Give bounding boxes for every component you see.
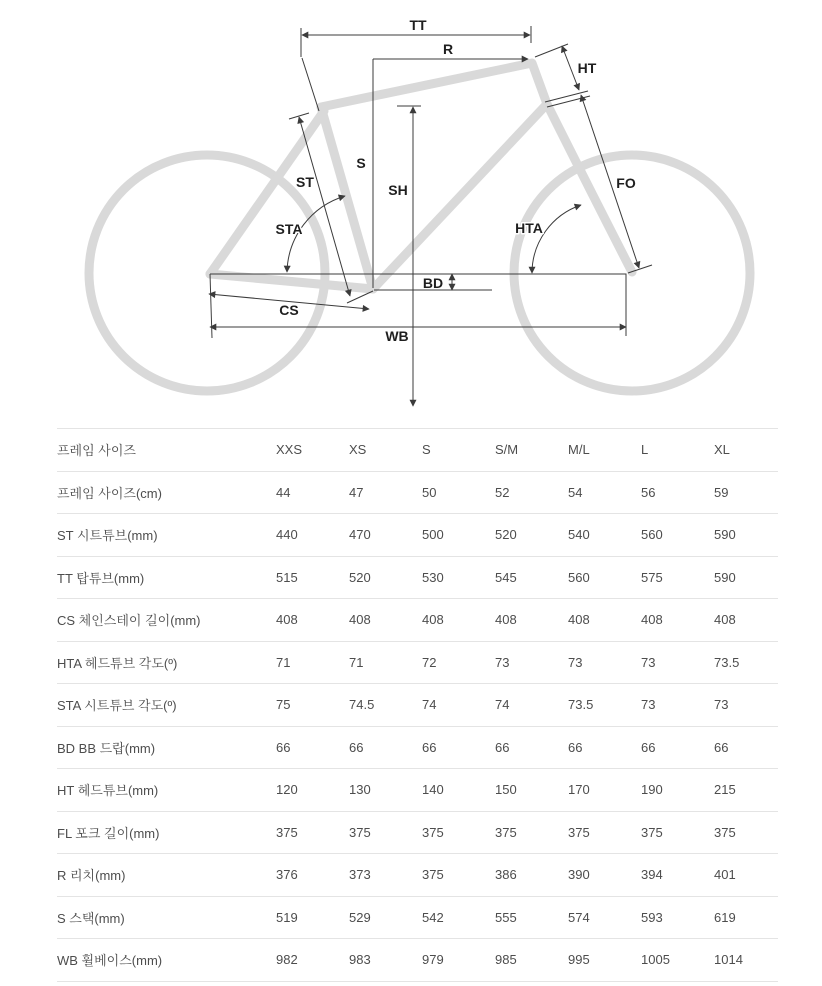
value-cell: 520 [495,527,517,543]
value-cell: 73 [641,654,656,670]
value-cell: 120 [276,782,298,798]
value-cell: 985 [495,952,517,968]
label-st: ST [296,174,314,190]
value-cell: 66 [641,739,656,755]
label-tt: TT [409,17,427,33]
table-row [57,642,778,685]
label-s: S [356,155,366,171]
value-cell: 408 [422,612,444,628]
value-cell: 190 [641,782,663,798]
value-cell: 375 [276,824,298,840]
value-cell: 1014 [714,952,743,968]
bike-silhouette [89,63,750,391]
size-column-header: L [641,442,649,458]
value-cell: 73 [568,654,583,670]
size-column-header: XXS [276,442,303,458]
size-column-header: S/M [495,442,519,458]
table-row [57,769,778,812]
value-cell: 66 [495,739,510,755]
table-row [57,684,778,727]
value-cell: 590 [714,527,736,543]
value-cell: 540 [568,527,590,543]
label-hta: HTA [515,220,543,236]
value-cell: 515 [276,569,298,585]
value-cell: 470 [349,527,371,543]
row-label: HTA 헤드튜브 각도(º) [57,655,178,671]
value-cell: 74 [495,697,510,713]
table-row [57,557,778,600]
value-cell: 130 [349,782,371,798]
value-cell: 408 [714,612,736,628]
value-cell: 73 [641,697,656,713]
row-label: R 리치(mm) [57,868,126,884]
geometry-table [57,428,778,982]
table-row [57,599,778,642]
size-column-header: M/L [568,442,590,458]
value-cell: 376 [276,867,298,883]
label-r: R [442,41,454,57]
value-cell: 44 [276,484,291,500]
value-cell: 386 [495,867,517,883]
value-cell: 73.5 [714,654,740,670]
value-cell: 73 [714,697,729,713]
value-cell: 66 [568,739,583,755]
value-cell: 982 [276,952,298,968]
value-cell: 390 [568,867,590,883]
value-cell: 619 [714,909,736,925]
table-row [57,854,778,897]
value-cell: 555 [495,909,517,925]
dim-reach [373,41,528,59]
label-ht: HT [577,60,597,76]
value-cell: 408 [349,612,371,628]
label-fo: FO [616,175,636,191]
value-cell: 75 [276,697,291,713]
value-cell: 408 [641,612,663,628]
table-row [57,472,778,515]
seatstay [210,111,324,274]
value-cell: 520 [349,569,371,585]
value-cell: 74.5 [349,697,375,713]
label-sta: STA [275,221,303,237]
value-cell: 66 [714,739,729,755]
value-cell: 72 [422,654,437,670]
value-cell: 995 [568,952,590,968]
value-cell: 500 [422,527,444,543]
table-row [57,897,778,940]
row-label: TT 탑튜브(mm) [57,570,145,586]
value-cell: 408 [276,612,298,628]
value-cell: 375 [495,824,517,840]
value-cell: 440 [276,527,298,543]
table-row [57,514,778,557]
row-label: ST 시트튜브(mm) [57,528,158,544]
row-label: CS 체인스테이 길이(mm) [57,613,201,629]
value-cell: 560 [641,527,663,543]
value-cell: 73 [495,654,510,670]
label-sh: SH [388,182,408,198]
value-cell: 215 [714,782,736,798]
value-cell: 66 [276,739,291,755]
value-cell: 542 [422,909,444,925]
value-cell: 150 [495,782,517,798]
value-cell: 394 [641,867,663,883]
value-cell: 529 [349,909,371,925]
row-label: FL 포크 길이(mm) [57,825,160,841]
row-label: BD BB 드랍(mm) [57,740,156,756]
label-wb: WB [385,328,409,344]
value-cell: 71 [276,654,291,670]
table-row [57,939,778,982]
value-cell: 408 [568,612,590,628]
label-cs: CS [279,302,299,318]
value-cell: 59 [714,484,729,500]
bike-geometry-diagram [0,0,822,426]
value-cell: 375 [349,824,371,840]
value-cell: 373 [349,867,371,883]
row-label: 프레임 사이즈(cm) [57,485,162,501]
value-cell: 47 [349,484,364,500]
value-cell: 983 [349,952,371,968]
row-label: S 스택(mm) [57,910,125,926]
value-cell: 74 [422,697,437,713]
value-cell: 54 [568,484,583,500]
size-column-header: XS [349,442,367,458]
table-header-row [57,429,778,472]
dim-wheelbase [210,327,626,344]
dim-top-tube [301,17,531,111]
value-cell: 375 [714,824,736,840]
row-label: STA 시트튜브 각도(º) [57,698,177,714]
table-row [57,727,778,770]
value-cell: 52 [495,484,510,500]
value-cell: 408 [495,612,517,628]
value-cell: 56 [641,484,656,500]
value-cell: 519 [276,909,298,925]
value-cell: 375 [422,824,444,840]
value-cell: 530 [422,569,444,585]
value-cell: 73.5 [568,697,594,713]
value-cell: 71 [349,654,364,670]
value-cell: 560 [568,569,590,585]
value-cell: 170 [568,782,590,798]
value-cell: 575 [641,569,663,585]
table-header-label: 프레임 사이즈 [57,443,136,459]
value-cell: 590 [714,569,736,585]
value-cell: 375 [568,824,590,840]
size-column-header: S [422,442,431,458]
value-cell: 574 [568,909,590,925]
value-cell: 50 [422,484,437,500]
value-cell: 375 [641,824,663,840]
label-bd: BD [422,275,444,291]
chainstay [210,274,373,289]
value-cell: 66 [349,739,364,755]
value-cell: 593 [641,909,663,925]
value-cell: 1005 [641,952,670,968]
row-label: HT 헤드튜브(mm) [57,783,159,799]
value-cell: 140 [422,782,444,798]
size-column-header: XL [714,442,730,458]
value-cell: 375 [422,867,444,883]
value-cell: 979 [422,952,444,968]
value-cell: 66 [422,739,437,755]
value-cell: 401 [714,867,736,883]
value-cell: 545 [495,569,517,585]
row-label: WB 휠베이스(mm) [57,953,163,969]
table-row [57,812,778,855]
